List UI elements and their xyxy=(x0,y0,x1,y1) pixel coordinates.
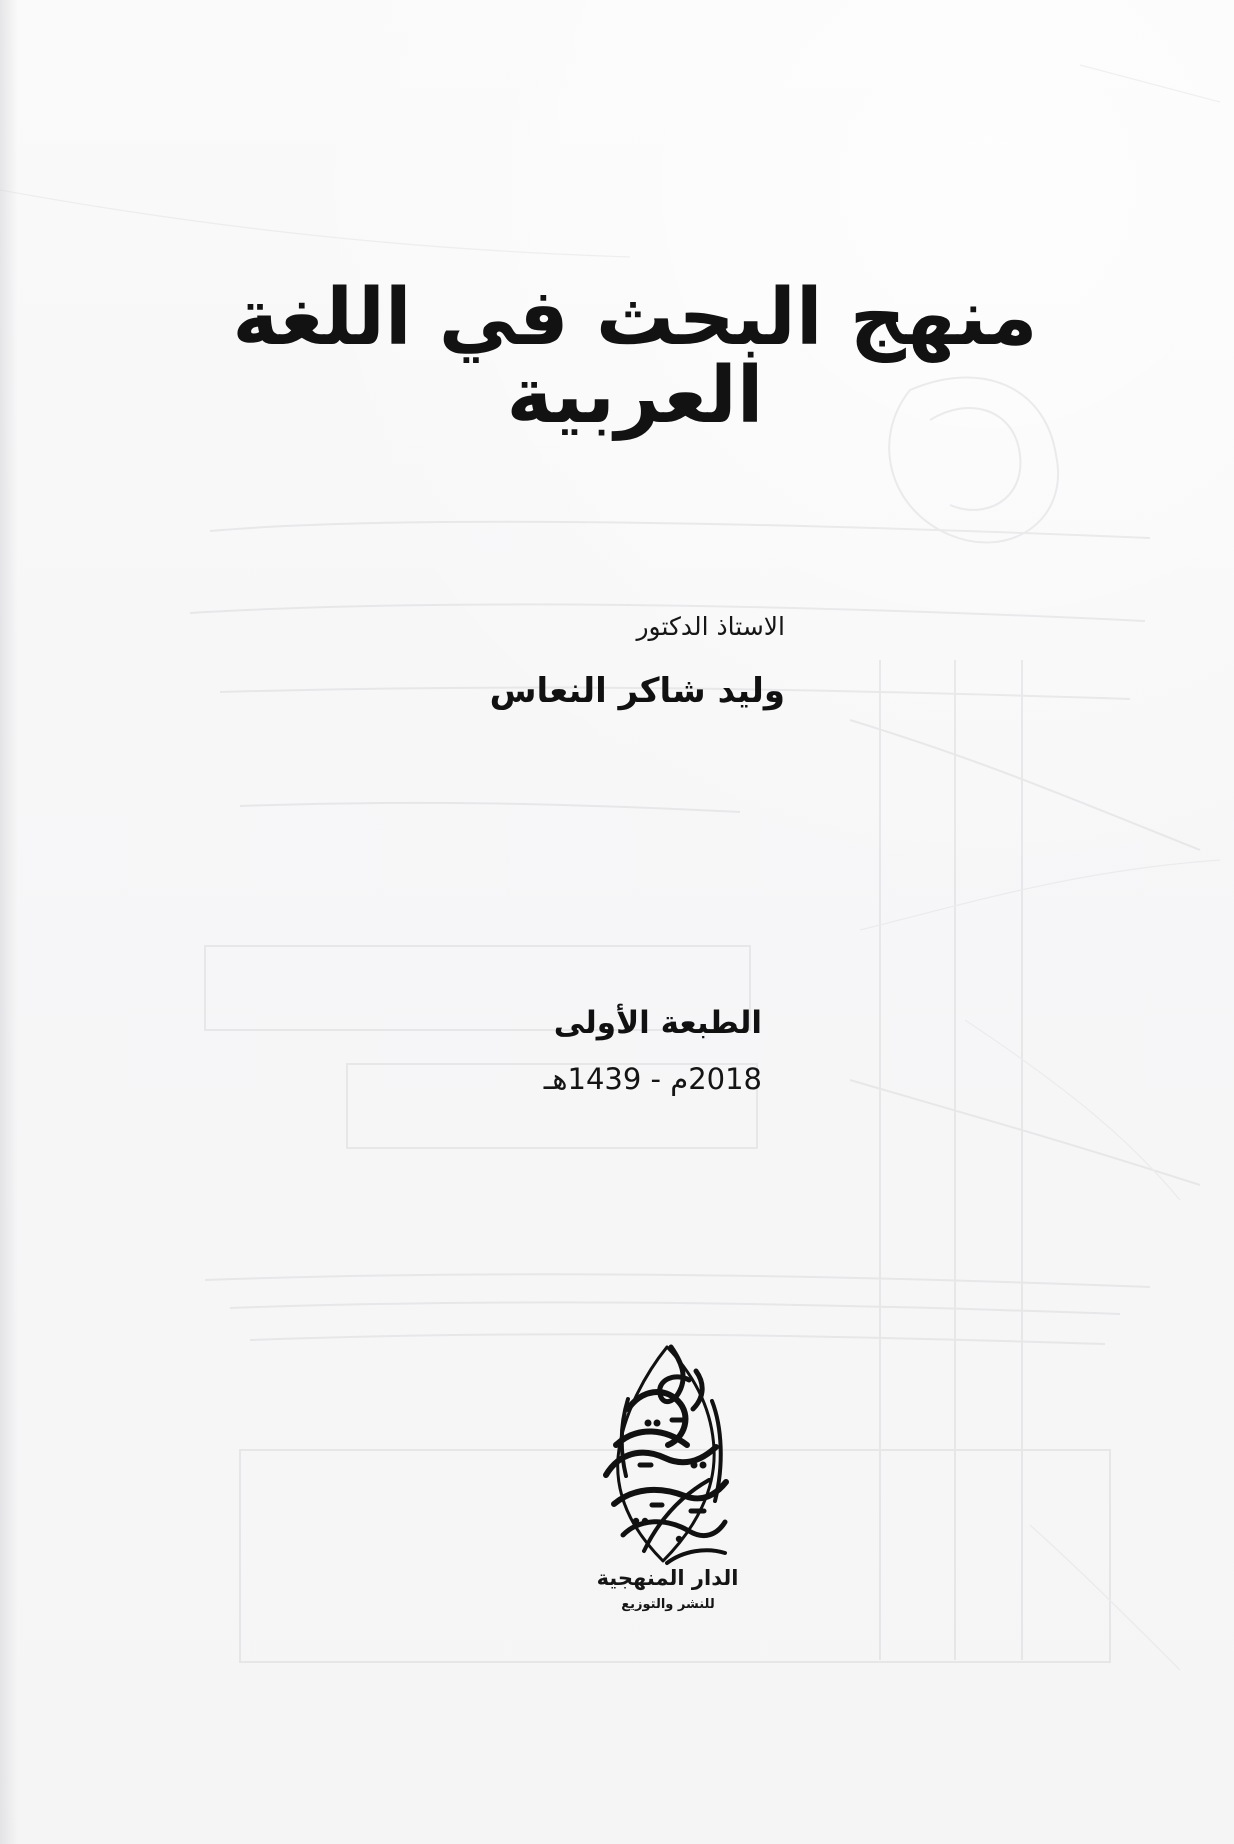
book-title: منهج البحث في اللغة العربية xyxy=(232,273,1038,441)
edition-label: الطبعة الأولى xyxy=(553,1005,762,1041)
publication-date: 2018م - 1439هـ xyxy=(543,1062,762,1096)
publisher-subtitle: للنشر والتوزيع xyxy=(621,1597,715,1612)
calligraphy-logo-icon xyxy=(588,1337,746,1575)
publisher-logo-icon xyxy=(588,1337,746,1575)
page-edge-shadow xyxy=(0,0,18,1844)
publisher-name: الدار المنهجية xyxy=(596,1566,739,1590)
author-label: الاستاذ الدكتور xyxy=(636,612,785,641)
author-name: وليد شاكر النعاس xyxy=(489,671,785,711)
